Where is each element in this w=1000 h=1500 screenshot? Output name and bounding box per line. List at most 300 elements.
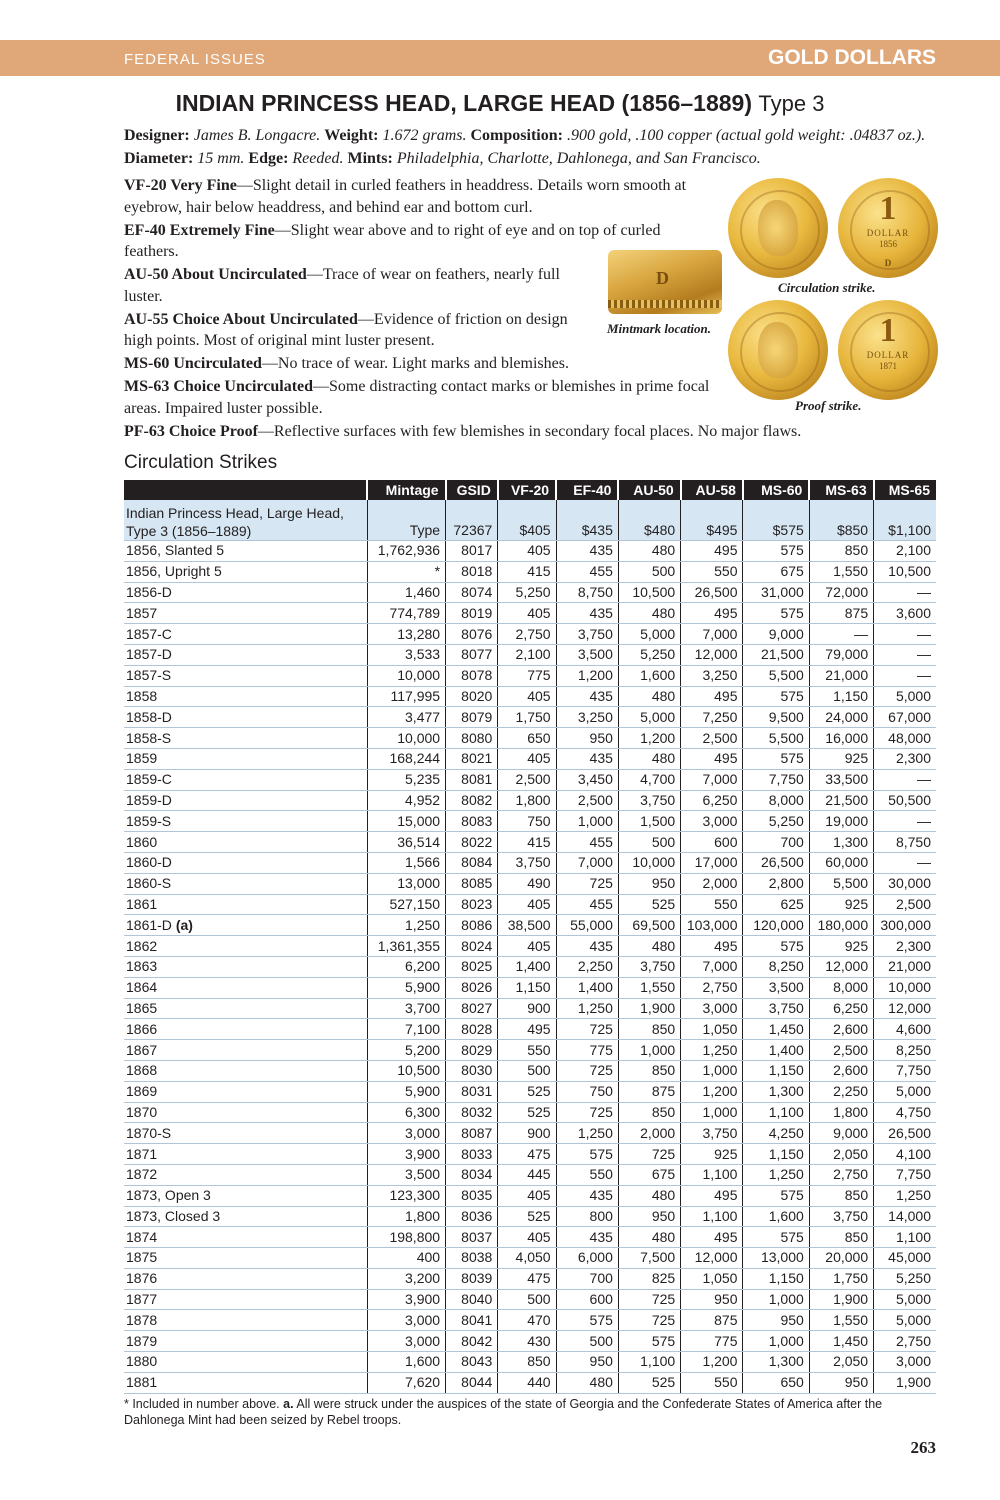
table-cell: 675 xyxy=(618,1164,680,1185)
grade-ms60: MS-60 Uncirculated—No trace of wear. Light marks and blemishes. xyxy=(124,355,569,372)
table-cell: 1,600 xyxy=(367,1352,445,1373)
table-cell: 69,500 xyxy=(618,915,680,936)
table-cell: 8038 xyxy=(446,1248,498,1269)
table-cell: 8017 xyxy=(446,541,498,562)
table-cell: 1857 xyxy=(124,603,367,624)
column-header: AU-58 xyxy=(681,480,743,500)
table-cell: 180,000 xyxy=(809,915,873,936)
table-cell: 8021 xyxy=(446,748,498,769)
table-cell: 1,200 xyxy=(681,1352,743,1373)
table-cell: 8031 xyxy=(446,1081,498,1102)
table-cell: 1860 xyxy=(124,832,367,853)
table-cell: 117,995 xyxy=(367,686,445,707)
designer-value: James B. Longacre. xyxy=(193,127,321,144)
table-cell: 4,750 xyxy=(874,1102,936,1123)
table-cell: 600 xyxy=(681,832,743,853)
table-cell: 7,000 xyxy=(681,624,743,645)
table-body xyxy=(124,500,936,1393)
grade-vf20: VF-20 Very Fine—Slight detail in curled feathers in headdress. Details worn smooth at eyebrow, hair below headdress, and behind ear and bottom curl. xyxy=(124,177,687,216)
table-cell: 8039 xyxy=(446,1268,498,1289)
table-cell: Indian Princess Head, Large Head, Type 3 (1856–1889) xyxy=(124,500,367,541)
table-cell: 455 xyxy=(556,894,618,915)
table-cell: 1,100 xyxy=(618,1352,680,1373)
page-title xyxy=(0,90,1000,117)
table-cell: 550 xyxy=(681,561,743,582)
table-cell: 19,000 xyxy=(809,811,873,832)
table-cell: 575 xyxy=(743,541,809,562)
table-cell: 3,900 xyxy=(367,1144,445,1165)
table-cell: 1,250 xyxy=(367,915,445,936)
table-cell: 10,500 xyxy=(618,582,680,603)
table-cell: 7,750 xyxy=(874,1164,936,1185)
table-cell: 8034 xyxy=(446,1164,498,1185)
table-cell: 575 xyxy=(743,603,809,624)
table-cell: 5,900 xyxy=(367,1081,445,1102)
table-cell: 1,000 xyxy=(681,1060,743,1081)
footnote-a-text: All were struck under the auspices of the state of Georgia and the Confederate States of America after the Dahlonega Mint had been seized by Rebel troops. xyxy=(124,1397,883,1427)
table-cell: 405 xyxy=(498,936,556,957)
table-row xyxy=(124,1144,936,1165)
table-cell: 4,250 xyxy=(743,1123,809,1144)
table-cell: 415 xyxy=(498,561,556,582)
table-row xyxy=(124,1248,936,1269)
table-cell: 14,000 xyxy=(874,1206,936,1227)
table-row xyxy=(124,1164,936,1185)
table-cell: 7,500 xyxy=(618,1248,680,1269)
table-row xyxy=(124,644,936,665)
table-cell: 2,500 xyxy=(809,1040,873,1061)
table-cell: 1876 xyxy=(124,1268,367,1289)
mintmark-caption: Mintmark location. xyxy=(607,321,712,336)
table-cell: 525 xyxy=(618,1372,680,1393)
table-cell: 4,100 xyxy=(874,1144,936,1165)
table-cell: 8025 xyxy=(446,956,498,977)
table-cell: 405 xyxy=(498,1185,556,1206)
table-cell: — xyxy=(874,582,936,603)
table-cell: 1,400 xyxy=(498,956,556,977)
table-cell: 1,800 xyxy=(809,1102,873,1123)
table-cell: 7,750 xyxy=(743,769,809,790)
table-cell: 72367 xyxy=(446,500,498,541)
table-cell: 435 xyxy=(556,748,618,769)
table-cell: 8076 xyxy=(446,624,498,645)
table-cell: 12,000 xyxy=(681,1248,743,1269)
table-row xyxy=(124,873,936,894)
table-cell: 950 xyxy=(618,873,680,894)
table-cell: 1,150 xyxy=(743,1144,809,1165)
table-cell: 1881 xyxy=(124,1372,367,1393)
table-cell: 7,620 xyxy=(367,1372,445,1393)
table-cell: 1,750 xyxy=(809,1268,873,1289)
column-header: AU-50 xyxy=(618,480,680,500)
table-cell: 775 xyxy=(498,665,556,686)
table-cell: 1857-D xyxy=(124,644,367,665)
table-cell: 850 xyxy=(618,1060,680,1081)
table-cell: 2,750 xyxy=(681,977,743,998)
table-cell: 925 xyxy=(809,748,873,769)
table-cell: 10,000 xyxy=(874,977,936,998)
composition-value: .900 gold, .100 copper (actual gold weight: .04837 oz.). xyxy=(566,127,926,144)
table-cell: 1856-D xyxy=(124,582,367,603)
table-cell: 1880 xyxy=(124,1352,367,1373)
table-cell: 2,750 xyxy=(874,1331,936,1352)
table-cell: 575 xyxy=(743,1185,809,1206)
table-cell: 575 xyxy=(556,1144,618,1165)
table-cell: 5,000 xyxy=(874,686,936,707)
table-cell: 33,500 xyxy=(809,769,873,790)
table-cell: 575 xyxy=(743,1227,809,1248)
table-cell: 1,100 xyxy=(681,1206,743,1227)
table-cell: — xyxy=(874,644,936,665)
table-cell: 36,514 xyxy=(367,832,445,853)
table-cell: 55,000 xyxy=(556,915,618,936)
table-cell: 10,000 xyxy=(367,728,445,749)
table-cell: 8086 xyxy=(446,915,498,936)
table-cell: 8044 xyxy=(446,1372,498,1393)
table-cell: 2,100 xyxy=(874,541,936,562)
table-cell: 1859 xyxy=(124,748,367,769)
table-cell: 435 xyxy=(556,1227,618,1248)
diameter-value: 15 mm. xyxy=(197,150,245,167)
table-cell: 1,000 xyxy=(556,811,618,832)
table-cell: 1862 xyxy=(124,936,367,957)
table-cell: 1,460 xyxy=(367,582,445,603)
table-cell: 1,000 xyxy=(743,1331,809,1352)
table-cell: 5,235 xyxy=(367,769,445,790)
table-cell: 2,750 xyxy=(809,1164,873,1185)
table-cell: 8032 xyxy=(446,1102,498,1123)
table-row xyxy=(124,1102,936,1123)
running-header xyxy=(0,40,1000,76)
column-header: MS-63 xyxy=(809,480,873,500)
table-cell: 5,200 xyxy=(367,1040,445,1061)
table-cell: 1,450 xyxy=(809,1331,873,1352)
table-cell: 500 xyxy=(498,1289,556,1310)
table-cell: 1,900 xyxy=(874,1372,936,1393)
table-cell: 8040 xyxy=(446,1289,498,1310)
table-cell: 7,000 xyxy=(556,852,618,873)
table-row xyxy=(124,790,936,811)
table-cell: 1867 xyxy=(124,1040,367,1061)
table-cell: 10,500 xyxy=(874,561,936,582)
table-cell: 650 xyxy=(498,728,556,749)
table-cell: 8042 xyxy=(446,1331,498,1352)
table-cell: 650 xyxy=(743,1372,809,1393)
table-cell: 8035 xyxy=(446,1185,498,1206)
title-main: INDIAN PRINCESS HEAD, LARGE HEAD (1856–1889) xyxy=(175,90,752,116)
table-cell: 950 xyxy=(556,1352,618,1373)
table-row xyxy=(124,811,936,832)
table-cell: 7,750 xyxy=(874,1060,936,1081)
table-cell: 1,762,936 xyxy=(367,541,445,562)
table-cell: 8033 xyxy=(446,1144,498,1165)
table-cell: 1,100 xyxy=(743,1102,809,1123)
table-cell: 575 xyxy=(743,936,809,957)
table-cell: 400 xyxy=(367,1248,445,1269)
table-cell: 725 xyxy=(556,873,618,894)
table-cell: — xyxy=(874,769,936,790)
table-row xyxy=(124,1372,936,1393)
table-cell: 800 xyxy=(556,1206,618,1227)
table-cell: 8023 xyxy=(446,894,498,915)
table-cell: 30,000 xyxy=(874,873,936,894)
table-cell: 3,750 xyxy=(809,1206,873,1227)
table-cell: 7,250 xyxy=(681,707,743,728)
table-cell: 5,000 xyxy=(874,1289,936,1310)
table-cell: 1,000 xyxy=(618,1040,680,1061)
table-row xyxy=(124,748,936,769)
table-cell: 495 xyxy=(681,686,743,707)
footnote-star: * Included in number above. xyxy=(124,1397,280,1411)
table-cell: 1857-C xyxy=(124,624,367,645)
table-cell: 1,300 xyxy=(743,1352,809,1373)
table-cell: 67,000 xyxy=(874,707,936,728)
table-cell: 1,600 xyxy=(618,665,680,686)
table-cell: 300,000 xyxy=(874,915,936,936)
table-cell: 1859-D xyxy=(124,790,367,811)
table-cell: 120,000 xyxy=(743,915,809,936)
table-cell: 1,050 xyxy=(681,1268,743,1289)
mints-value: Philadelphia, Charlotte, Dahlonega, and San Francisco. xyxy=(396,150,761,167)
table-cell: 1858-S xyxy=(124,728,367,749)
circulation-caption: Circulation strike. xyxy=(778,280,876,295)
table-cell: 3,450 xyxy=(556,769,618,790)
table-cell: 1875 xyxy=(124,1248,367,1269)
table-cell: 12,000 xyxy=(681,644,743,665)
edge-value: Reeded. xyxy=(292,150,344,167)
table-cell: 550 xyxy=(681,1372,743,1393)
table-cell: 1861-D (a) xyxy=(124,915,367,936)
table-row xyxy=(124,852,936,873)
table-cell: 8078 xyxy=(446,665,498,686)
table-cell: 500 xyxy=(498,1060,556,1081)
table-cell: 17,000 xyxy=(681,852,743,873)
table-row xyxy=(124,1081,936,1102)
table-cell: 3,500 xyxy=(367,1164,445,1185)
table-cell: 3,000 xyxy=(681,811,743,832)
table-cell: 4,952 xyxy=(367,790,445,811)
table-cell: 4,600 xyxy=(874,1019,936,1040)
table-cell: 8043 xyxy=(446,1352,498,1373)
table-cell: 3,000 xyxy=(367,1310,445,1331)
type-row xyxy=(124,500,936,541)
table-cell: 1,500 xyxy=(618,811,680,832)
table-cell: 3,750 xyxy=(498,852,556,873)
mints-label: Mints: xyxy=(347,150,393,167)
table-row xyxy=(124,582,936,603)
table-cell: 1,566 xyxy=(367,852,445,873)
table-cell: 480 xyxy=(618,936,680,957)
table-cell: $480 xyxy=(618,500,680,541)
table-cell: 455 xyxy=(556,832,618,853)
table-cell: 405 xyxy=(498,541,556,562)
table-cell: 3,477 xyxy=(367,707,445,728)
table-cell: $575 xyxy=(743,500,809,541)
table-row xyxy=(124,624,936,645)
table-cell: 1872 xyxy=(124,1164,367,1185)
table-cell: 405 xyxy=(498,686,556,707)
table-cell: 8036 xyxy=(446,1206,498,1227)
table-row xyxy=(124,603,936,624)
table-cell: 3,750 xyxy=(618,956,680,977)
table-cell: 575 xyxy=(743,686,809,707)
proof-obverse-image xyxy=(728,300,828,400)
table-cell: 875 xyxy=(681,1310,743,1331)
table-cell: 8081 xyxy=(446,769,498,790)
table-cell: 5,000 xyxy=(618,624,680,645)
table-cell: — xyxy=(874,624,936,645)
table-cell: 950 xyxy=(618,1206,680,1227)
table-cell: 5,250 xyxy=(874,1268,936,1289)
table-cell: 750 xyxy=(556,1081,618,1102)
table-cell: 10,500 xyxy=(367,1060,445,1081)
table-cell: 3,750 xyxy=(556,624,618,645)
table-cell: 1,900 xyxy=(809,1289,873,1310)
table-cell: 405 xyxy=(498,603,556,624)
table-cell: 435 xyxy=(556,541,618,562)
table-cell: 500 xyxy=(618,561,680,582)
table-cell: 8027 xyxy=(446,998,498,1019)
table-cell: 625 xyxy=(743,894,809,915)
title-type: Type 3 xyxy=(758,91,825,116)
table-cell: 525 xyxy=(498,1206,556,1227)
table-cell: 725 xyxy=(618,1289,680,1310)
table-cell: 7,000 xyxy=(681,769,743,790)
table-cell: 495 xyxy=(498,1019,556,1040)
table-cell: 950 xyxy=(556,728,618,749)
table-cell: 1,550 xyxy=(809,561,873,582)
table-cell: 405 xyxy=(498,748,556,769)
table-cell: 5,000 xyxy=(874,1081,936,1102)
table-cell: 415 xyxy=(498,832,556,853)
table-row xyxy=(124,686,936,707)
table-cell: 1,400 xyxy=(556,977,618,998)
table-cell: 1856, Upright 5 xyxy=(124,561,367,582)
table-cell: 495 xyxy=(681,748,743,769)
table-cell: 4,700 xyxy=(618,769,680,790)
table-cell: 8,250 xyxy=(743,956,809,977)
table-cell: 13,280 xyxy=(367,624,445,645)
table-cell: 2,050 xyxy=(809,1144,873,1165)
page-number: 263 xyxy=(910,1438,936,1457)
table-cell: 45,000 xyxy=(874,1248,936,1269)
table-cell: 3,250 xyxy=(556,707,618,728)
grade-ef40: EF-40 Extremely Fine—Slight wear above and to right of eye and on top of curled feathers. xyxy=(124,221,661,260)
table-cell: 1869 xyxy=(124,1081,367,1102)
table-cell: 900 xyxy=(498,1123,556,1144)
table-cell: 5,900 xyxy=(367,977,445,998)
table-cell: 8,750 xyxy=(874,832,936,853)
table-cell: 925 xyxy=(809,936,873,957)
table-cell: 1860-S xyxy=(124,873,367,894)
footnote xyxy=(124,1396,940,1428)
table-cell: 8029 xyxy=(446,1040,498,1061)
table-cell: 575 xyxy=(556,1310,618,1331)
table-cell: 1,050 xyxy=(681,1019,743,1040)
table-cell: 950 xyxy=(809,1372,873,1393)
table-cell: 490 xyxy=(498,873,556,894)
table-cell: 1863 xyxy=(124,956,367,977)
table-cell: 725 xyxy=(618,1310,680,1331)
table-cell: 6,300 xyxy=(367,1102,445,1123)
table-cell: 475 xyxy=(498,1144,556,1165)
circulation-obverse-image xyxy=(728,178,828,278)
table-row xyxy=(124,541,936,562)
table-cell: 480 xyxy=(556,1372,618,1393)
proof-reverse-image: 1 DOLLAR 1871 xyxy=(838,300,938,400)
table-cell: 1,750 xyxy=(498,707,556,728)
table-cell: 21,000 xyxy=(809,665,873,686)
table-cell: 10,000 xyxy=(618,852,680,873)
table-cell: 3,900 xyxy=(367,1289,445,1310)
table-cell: 2,750 xyxy=(498,624,556,645)
table-row xyxy=(124,956,936,977)
table-cell: 1865 xyxy=(124,998,367,1019)
table-cell: 1,300 xyxy=(809,832,873,853)
table-cell: 2,000 xyxy=(681,873,743,894)
table-row xyxy=(124,1352,936,1373)
table-row xyxy=(124,977,936,998)
table-cell: 20,000 xyxy=(809,1248,873,1269)
table-row xyxy=(124,1060,936,1081)
table-cell: 3,750 xyxy=(618,790,680,811)
table-cell: 950 xyxy=(681,1289,743,1310)
header-category: GOLD DOLLARS xyxy=(768,46,936,69)
table-cell: 1,250 xyxy=(556,1123,618,1144)
table-cell: 5,250 xyxy=(743,811,809,832)
grade-au50: AU-50 About Uncirculated—Trace of wear on feathers, nearly full luster. xyxy=(124,266,560,305)
table-cell: 1,550 xyxy=(618,977,680,998)
table-cell: 9,000 xyxy=(743,624,809,645)
table-cell: 6,000 xyxy=(556,1248,618,1269)
table-cell: 527,150 xyxy=(367,894,445,915)
table-cell: 2,500 xyxy=(874,894,936,915)
table-cell: 72,000 xyxy=(809,582,873,603)
table-cell: 3,533 xyxy=(367,644,445,665)
header-section: FEDERAL ISSUES xyxy=(124,51,266,68)
table-cell: 1,200 xyxy=(618,728,680,749)
table-cell: 495 xyxy=(681,936,743,957)
table-cell: 3,750 xyxy=(681,1123,743,1144)
table-cell: 8026 xyxy=(446,977,498,998)
table-cell: 525 xyxy=(618,894,680,915)
table-cell: 1,200 xyxy=(681,1081,743,1102)
table-cell: 26,500 xyxy=(743,852,809,873)
table-cell: 5,000 xyxy=(618,707,680,728)
table-cell: 8,250 xyxy=(874,1040,936,1061)
table-cell: 550 xyxy=(556,1164,618,1185)
table-cell: * xyxy=(367,561,445,582)
table-cell: 21,000 xyxy=(874,956,936,977)
table-cell: 21,500 xyxy=(743,644,809,665)
table-cell: 1879 xyxy=(124,1331,367,1352)
table-cell: 405 xyxy=(498,894,556,915)
table-cell: — xyxy=(809,624,873,645)
column-header: VF-20 xyxy=(498,480,556,500)
table-cell: 2,000 xyxy=(618,1123,680,1144)
table-row xyxy=(124,665,936,686)
mintmark-image: D xyxy=(608,250,722,314)
table-row xyxy=(124,1206,936,1227)
table-cell: 900 xyxy=(498,998,556,1019)
table-cell: 2,300 xyxy=(874,748,936,769)
table-cell: 1873, Closed 3 xyxy=(124,1206,367,1227)
table-cell: 495 xyxy=(681,541,743,562)
table-cell: 2,050 xyxy=(809,1352,873,1373)
table-cell: 1,150 xyxy=(809,686,873,707)
table-cell: 13,000 xyxy=(743,1248,809,1269)
table-cell: 1866 xyxy=(124,1019,367,1040)
